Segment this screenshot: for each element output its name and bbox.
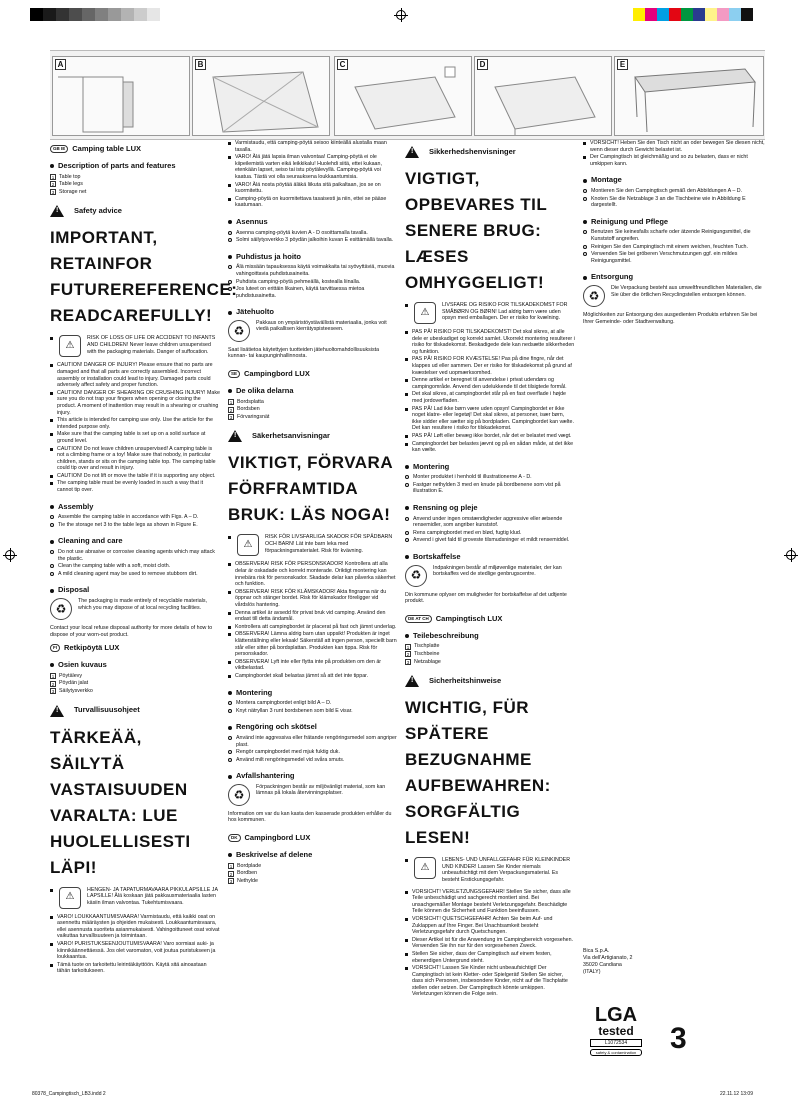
product-title: Retkipöytä LUX bbox=[64, 642, 120, 652]
warning-icon bbox=[50, 705, 64, 717]
child-warning-icon: ⚠ bbox=[237, 534, 259, 556]
column-2: Varmistaudu, että camping-pöytä seisoo kiinteällä alustalla maan tasalla. VARO! Älä jätä lapsia ilman valvontaa! Camping-pöytä ei ole kiipeilemistä varten eikä leikkikalu! Huolehdi siitä, ettei kukaan, etenkään lapset, seiso tai istu pöytälevyllä. Camping-pöytä voi kaatua. Tästä voi olla seurauksena loukkaantumisia. VARO! Älä nosta pöytää äläkä liikuta sitä paikaltaan, jos se on kuormitettu. Camping-pöytä on kuormitettava tasaisesti ja niin, ettei se pääse kaatumaan. Asennus Asenna camping-pöytä kuvien A - D osoittamalla tavalla. Solmi säilytysverkko 3 pöydän jalkoihin kuvan E esittämällä tavalla. Puhdistus ja hoito Älä missään tapauksessa käytä voimakkaita tai syövyttäviä, muovia vahingoittavia puhdistusaineita. Puhdista camping-pöytä pehmeällä, kostealla liinalla. Jos luteet on erittäin likainen, käytä tarvittaessa mietoa puhdistusainetta. Jätehuolto ♻ Pakkaus on ympäristöystävällistä materiaalia, jonka voit viedä paikallisen kierrätyspisteeseen. Saat lisätietoa käytettyjen tuotteiden jätehuoltomahdollisuuksista kunnan- tai kaupunginhallinnosta. SE Campingbord LUX De olika delarna 1 Bordsplatta 2 Bordsben 3 Förvaringsnät ! Säkerhetsanvisningar VIKTIGT, FÖRVARA FÖRFRAMTIDA BRUK: LÄS NOGA! ⚠ RISK FÖR LIVSFARLIGA SKADOR FÖR SPÄDBARN OCH BARN! Lät inte barn leka med förpackningsmaterialet. Risk för kvävning. OBSERVERA! RISK FÖR PERSONSKADOR! Kontrollera att alla delar är oskadade och korrekt monterade. Oriktigt montering kan innebära risk för personskador. Skadade delar kan påverka säkerhet och funktion. OBSERVERA! RISK FÖR KLÄMSKADOR! Akta fingrarna när du öppnar och stänger bordet. Risk för klämskador föreligger vid vårdslös hantering. Denna artikel är avsedd för privat bruk vid camping. Använd den endast till detta ändamål. Kontrollera att campingbordet är placerat på fast och jämnt underlag. OBSERVERA! Lämna aldrig barn utan uppsikt! Produkten är inget klätterställning eller leksak! Säkerställ att ingen person, speciellt barn står eller sitter på bordsplattan. Produkten kan tippa. Risk för personskador. OBSERVERA! Lyft inte eller flytta inte på produkten om den är viktbelastad. Campingbordet skall belastas jämnt så att det inte tippar. Montering Montera campingbordet enligt bild A – D. Knyt nätryllan 3 runt bordsbenen som bild E visar. Rengöring och skötsel Använd inte aggressiva eller frätande rengöringsmedel som angriper plast. Rengör campingbordet med mjuk fuktig duk. Använd milt rengöringsmedel vid svåra smuts. Avfallshantering ♻ Förpackningen består av miljövänligt material, som kan lämnas på lokala återvinningsplatser. Information om var du kan kasta den kasserade produkten erhåller du hos kommunen. DK Campingbord LUX Beskrivelse af delene 1 Bordplade 2 Bordben 3 Nethylde bbox=[228, 140, 398, 885]
manufacturer-address: Bica S.p.A. Via dell'Artigianato, 2 35020 Candiana (ITALY) bbox=[583, 948, 633, 975]
child-warning-icon: ⚠ bbox=[414, 302, 436, 324]
recycle-icon: ♻ bbox=[228, 784, 250, 806]
column-1: GB IE Camping table LUX Description of parts and features 1 Table top 2 Table legs 3 Storage net ! Safety advice IMPORTANT, RETAINFOR FUTUREREFERENCE: READCAREFULLY! ⚠ RISK OF LOSS OF LIFE OR ACCIDENT TO INFANTS AND CHILDREN! Never leave children unsupervised with the packaging materials. Danger of suffocation. CAUTION! DANGER OF INJURY! Please ensure that no parts are damaged and that all parts are correctly assembled. Incorrect assembly or installation could lead to injury. Damaged parts could adversely affect safety and proper function. CAUTION! DANGER OF SHEARING OR CRUSHING INJURY! Make sure you do not trap your fingers when opening or closing the product. A moment of inattention may result in a shearing or crushing injury. This article is intended for camping use only. Use the article for the intended purpose only. Make sure that the camping table is set up on a solid surface at ground level. CAUTION! Do not leave children unsupervised! A camping table is not a climbing frame or a toy! Make sure that nobody, in particular children, stands or sits on the camping table top. The camping table could tip over and result in injury. CAUTION! Do not lift or move the table if it is supporting any object. The camping table must be evenly loaded in such a way that it cannot tip over. Assembly Assemble the camping table in accordance with Figs. A – D. Tie the storage net 3 to the table legs as shown in Figure E. Cleaning and care Do not use abrasive or corrosive cleaning agents which may attack the plastic. Clean the camping table with a soft, moist cloth. A mild cleaning agent may be used to remove stubborn dirt. Disposal ♻ The packaging is made entirely of recyclable materials, which you may dispose of at local recycling facilities. Contact your local refuse disposal authority for more details of how to dispose of your worn-out product. FI Retkipöytä LUX Osien kuvaus 1 Pöytälevy 2 Pöydän jalat 3 Säilytysverkko ! Turvallisuusohjeet TÄRKEÄÄ, SÄILYTÄ VASTAISUUDEN VARALTA: LUE HUOLELLISESTI LÄPI! ⚠ HENGEN- JA TAPATURMAVAARA PIKKULAPSILLE JA LAPSILLE! Älä koskaan jätä pakkausmateriaalia lasten käsiin ilman valvontaa. Tukehtumisvaara. VARO! LOUKKAANTUMISVAARA! Varmistaudu, että kaikki osat on asennettu määräysten ja ohjeiden mukaisesti. Loukkaantumisvaara, ellei asennusta suoriteta asianmukaisesti. Vahingoittuneet osat voivat vaikuttaa turvallisuuteen ja toimintaan. VARO! PURISTUKSEENJOUTUMISVAARA! Varo sormiasi auki- ja kiinnikäännettäessä. Jos olet varomaton, voit joutua puristukseen ja loukkaantua. Tämä tuote on tarkoitettu leirintäkäyttöön. Käytä sitä ainoastaan tähän tarkoitukseen. bbox=[50, 140, 220, 976]
child-warning-icon: ⚠ bbox=[414, 857, 436, 879]
registration-mark-icon bbox=[5, 550, 15, 560]
product-title: Campingbord LUX bbox=[244, 832, 311, 842]
warning-icon bbox=[50, 205, 64, 217]
big-warning: WICHTIG, FÜR SPÄTERE BEZUGNAHME AUFBEWAHREN: SORGFÄLTIG LESEN! bbox=[405, 698, 551, 848]
product-title: Camping table LUX bbox=[72, 143, 142, 153]
section-heading: Description of parts and features bbox=[58, 161, 176, 170]
lga-tested-logo: LGA tested L1072534 safety & contamination bbox=[590, 1005, 642, 1056]
footer-filename: 80378_Campingtisch_LB3.indd 2 bbox=[32, 1091, 106, 1097]
warning-icon bbox=[228, 430, 242, 442]
recycle-icon: ♻ bbox=[228, 320, 250, 342]
page-number: 3 bbox=[670, 1022, 687, 1055]
warning-icon bbox=[405, 675, 419, 687]
recycle-icon: ♻ bbox=[583, 285, 605, 307]
column-3: ! Sikkerhedshenvisninger VIGTIGT, OPBEVARES TIL SENERE BRUG: LÆSES OMHYGGELIGT! ⚠ LIVSFARE OG RISIKO FOR TILSKADEKOMST FOR SMÅBØRN OG BØRN! Lad aldrig børn være uden opsyn med emballagen. Der er risiko for kvælning. PAS PÅ! RISIKO FOR TILSKADEKOMST! Det skal sikres, at alle dele er ubeskadiget og korrekt samlet. Ukorrekt montering resulterer i risiko for tilskadekomst. Beskadigede dele kan nedsætte sikkerheden og funktion. PAS PÅ! RISIKO FOR KVÆSTELSE! Pas på dine fingre, når det klappes ud eller sammen. Der er risiko for tilskadekomst på grund af kvæstelser ved uopmærksomhed. Denne artikel er beregnet til anvendelse i privat udendørs og campingområde. Anvend den udelukkende til det tilsigtede formål. Det skal sikres, at campingbordet står på en fast overflade i højde med jordoverfladen. PAS PÅ! Lad ikke børn være uden opsyn! Campingbordet er ikke noget klatre- eller legetøj! Det skal sikres, at personer, især børn, ikke sidder eller sætter sig på bordpladen. Campingbordet kan vælte. Det kan resultere i risiko for tilskadekomst. PAS PÅ! Løft eller bevæg ikke bordet, når det er belastet med vægt. Campingbordet bør belastes jævnt og på en sådan måde, at det ikke kan vælte. Montering Monter produktet i henhold til illustrationerne A - D. Fastgør nethylden 3 med en knude på bordbenene som vist på illustration E. Rensning og pleje Anvend under ingen omstændigheder aggressive eller ætsende rensemidler, som angriber kunststof. Rens campingbordet med en blød, fugtig klud. Anvend i givet fald til groveste tilsmudsninger et mildt rensemiddel. Bortskaffelse ♻ Indpakningen består af miljøvenlige materialer, der kan bortskaffes ved de stedlige genbrugscentre. Din kommune oplyser om muligheder for bortskaffelse af det udtjente produkt. DE AT CH Campingtisch LUX Teilebeschreibung 1 Tischplatte 2 Tischbeine 3 Netzablage ! Sicherheitshinweise WICHTIG, FÜR SPÄTERE BEZUGNAHME AUFBEWAHREN: SORGFÄLTIG LESEN! ⚠ LEBENS- UND UNFALLGEFAHR FÜR KLEINKINDER UND KINDER! Lassen Sie Kinder niemals unbeaufsichtigt mit dem Verpackungsmaterial. Es besteht Erstickungsgefahr. VORSICHT! VERLETZUNGSGEFAHR! Stellen Sie sicher, dass alle Teile unbeschädigt und sachgerecht montiert sind. Bei unsachgemäßer Montage besteht Verletzungsgefahr. Beschädigte Teile können die Sicherheit und Funktion beeinflussen. VORSICHT! QUETSCHGEFAHR! Achten Sie beim Auf- und Zuklappen auf Ihre Finger. Bei Unachtsamkeit besteht Verletzungsgefahr durch Quetschungen. Dieser Artikel ist für die Anwendung im Campingbereich vorgesehen. Verwenden Sie ihn nur für den vorgesehenen Zweck. Stellen Sie sicher, dass der Campingtisch auf einem festen, ebenerdigen Untergrund steht. VORSICHT! Lassen Sie Kinder nicht unbeaufsichtigt! Der Campingtisch ist kein Kletter- oder Spielgerät! Stellen Sie sicher, dass sich Personen, insbesondere Kinder, nicht auf die Tischplatte stellen oder setzen. Der Campingtisch könnte umkippen. Verletzungen können die Folge sein. bbox=[405, 140, 575, 999]
child-warning-icon: ⚠ bbox=[59, 887, 81, 909]
big-warning: TÄRKEÄÄ, SÄILYTÄ VASTAISUUDEN VARALTA: LUE HUOLELLISESTI LÄPI! bbox=[50, 727, 191, 877]
grayscale-bar bbox=[30, 8, 160, 21]
color-bar bbox=[633, 8, 753, 21]
figure-e: E bbox=[614, 56, 764, 136]
footer-date: 22.11.12 13:09 bbox=[720, 1091, 753, 1097]
recycle-icon: ♻ bbox=[50, 598, 72, 620]
big-warning: IMPORTANT, RETAINFOR FUTUREREFERENCE: READCAREFULLY! bbox=[50, 228, 238, 326]
registration-mark-icon bbox=[786, 550, 796, 560]
product-title: Campingbord LUX bbox=[244, 368, 310, 378]
big-warning: VIGTIGT, OPBEVARES TIL SENERE BRUG: LÆSES OMHYGGELIGT! bbox=[405, 169, 547, 292]
section-heading: Safety advice bbox=[74, 206, 122, 216]
figure-b: B bbox=[192, 56, 330, 136]
column-4: VORSICHT! Heben Sie den Tisch nicht an oder bewegen Sie diesen nicht, wenn dieser durch Gewicht belastet ist. Der Campingtisch ist gleichmäßig und so zu belasten, dass er nicht umkippen kann. Montage Montieren Sie den Campingtisch gemäß den Abbildungen A – D. Knoten Sie die Netzablage 3 an die Tischbeine wie in Abbildung E dargestellt. Reinigung und Pflege Benutzen Sie keinesfalls scharfe oder ätzende Reinigungsmittel, die Kunststoff angreifen. Reinigen Sie den Campingtisch mit einem weichen, feuchten Tuch. Verwenden Sie bei gröberen Verschmutzungen ggf. ein mildes Reinigungsmittel. Entsorgung ♻ Die Verpackung besteht aus umweltfreundlichen Materialien, die Sie über die örtlichen Recyclingstellen entsorgen können. Möglichkeiten zur Entsorgung des ausgedienten Produkts erfahren Sie bei Ihrer Gemeinde- oder Stadtverwaltung. bbox=[583, 140, 765, 325]
child-warning-icon: ⚠ bbox=[59, 335, 81, 357]
big-warning: VIKTIGT, FÖRVARA FÖRFRAMTIDA BRUK: LÄS NOGA! bbox=[228, 453, 393, 525]
product-title: Campingtisch LUX bbox=[435, 613, 503, 623]
figure-a: A bbox=[52, 56, 190, 136]
figure-c: C bbox=[334, 56, 472, 136]
warning-icon bbox=[405, 146, 419, 158]
registration-mark-icon bbox=[396, 10, 406, 20]
country-code: GB IE bbox=[50, 145, 68, 153]
recycle-icon: ♻ bbox=[405, 565, 427, 587]
figure-d: D bbox=[474, 56, 612, 136]
